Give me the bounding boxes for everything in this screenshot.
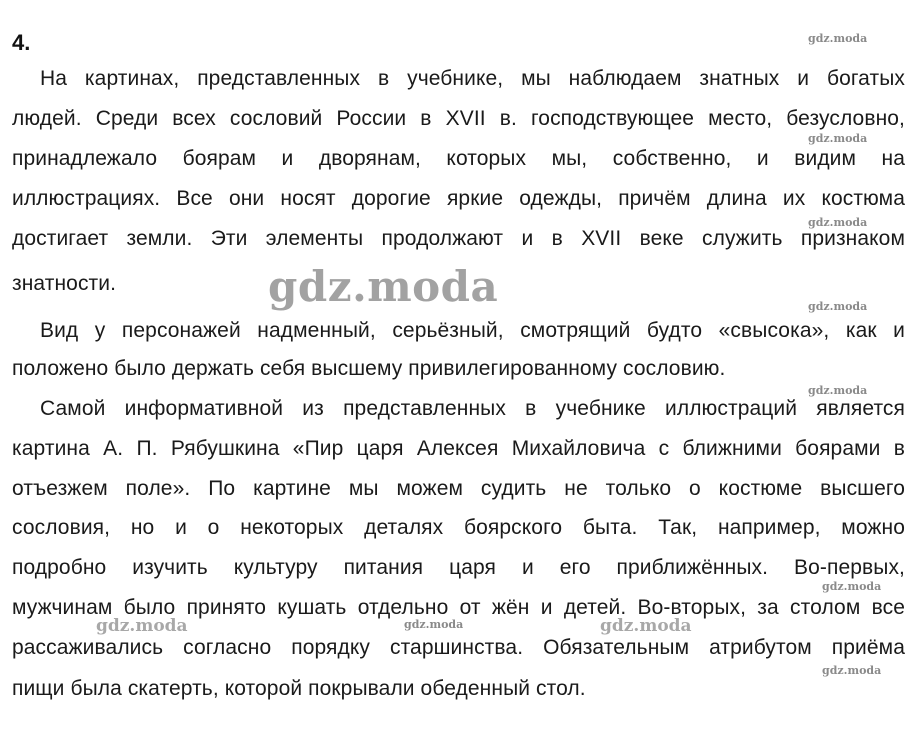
paragraph-3-line-6: мужчинам было принято кушать отдельно от жён и детей. Во-вторых, за столом все	[12, 596, 905, 619]
paragraph-3-line-3: отъезжем поле». По картине мы можем судить не только о костюме высшего	[12, 477, 905, 500]
watermark-large: gdz.moda	[268, 262, 499, 311]
watermark-small: gdz.moda	[808, 132, 868, 145]
task-number: 4.	[12, 30, 31, 55]
watermark-small: gdz.moda	[808, 32, 868, 45]
watermark-medium: gdz.moda	[600, 616, 692, 636]
paragraph-1-line-6: знатности.	[12, 272, 117, 295]
paragraph-3-line-8: пищи была скатерть, которой покрывали обеденный стол.	[12, 677, 586, 700]
watermark-small: gdz.moda	[808, 216, 868, 229]
watermark-medium: gdz.moda	[96, 616, 188, 636]
paragraph-1-line-2: людей. Среди всех сословий России в XVII в. господствующее место, безусловно,	[12, 107, 905, 130]
paragraph-3-line-7: рассаживались согласно порядку старшинства. Обязательным атрибутом приёма	[12, 636, 905, 659]
watermark-small: gdz.moda	[808, 384, 868, 397]
watermark-small: gdz.moda	[822, 664, 882, 677]
watermark-small: gdz.moda	[822, 580, 882, 593]
paragraph-1-line-1: На картинах, представленных в учебнике, мы наблюдаем знатных и богатых	[40, 67, 905, 90]
watermark-small: gdz.moda	[808, 300, 868, 313]
paragraph-2-line-2: положено было держать себя высшему привилегированному сословию.	[12, 357, 726, 380]
paragraph-3-line-2: картина А. П. Рябушкина «Пир царя Алексея Михайловича с ближними боярами в	[12, 437, 905, 460]
paragraph-1-line-5: достигает земли. Эти элементы продолжают и в XVII веке служить признаком	[12, 227, 905, 250]
paragraph-3-line-5: подробно изучить культуру питания царя и его приближённых. Во-первых,	[12, 556, 905, 579]
paragraph-2-line-1: Вид у персонажей надменный, серьёзный, смотрящий будто «свысока», как и	[40, 319, 905, 342]
paragraph-3-line-1: Самой информативной из представленных в учебнике иллюстраций является	[40, 397, 905, 420]
paragraph-1-line-4: иллюстрациях. Все они носят дорогие яркие одежды, причём длина их костюма	[12, 187, 905, 210]
watermark-small: gdz.moda	[404, 618, 464, 631]
paragraph-3-line-4: сословия, но и о некоторых деталях боярского быта. Так, например, можно	[12, 516, 905, 539]
paragraph-1-line-3: принадлежало боярам и дворянам, которых мы, собственно, и видим на	[12, 147, 905, 170]
